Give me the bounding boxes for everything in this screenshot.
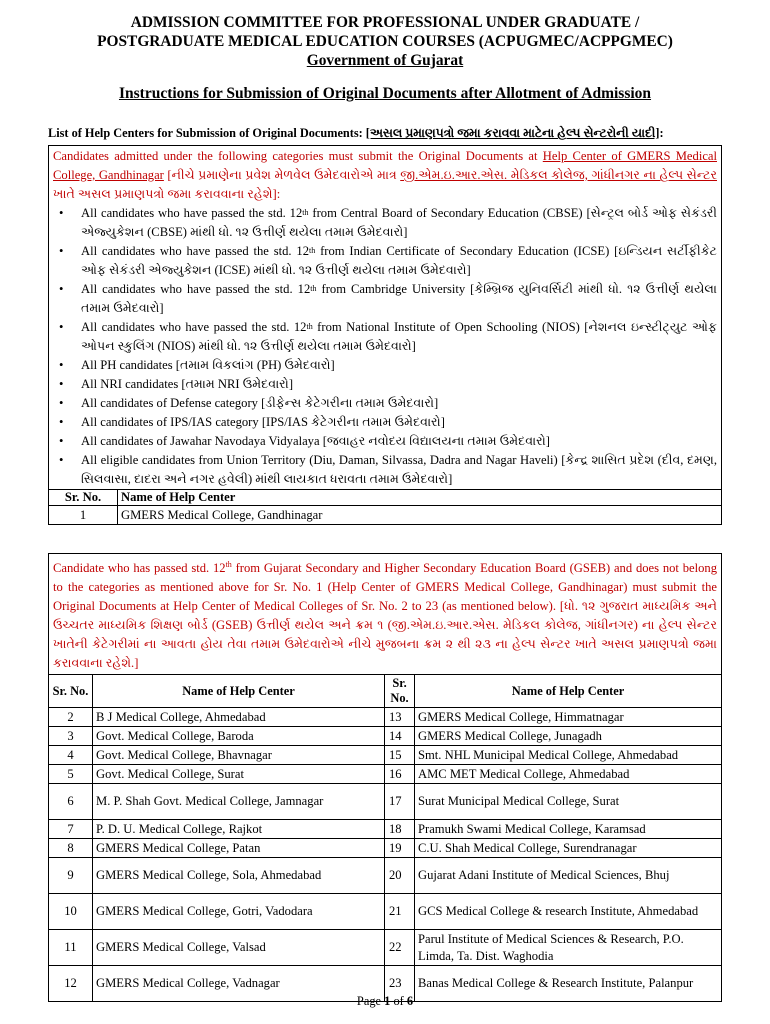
row-srno-right: 15 bbox=[385, 746, 415, 765]
row-name-left: GMERS Medical College, Vadnagar bbox=[93, 966, 385, 1002]
table-row bbox=[49, 708, 722, 727]
row-name-right: Parul Institute of Medical Sciences & Research, P.O. Limda, Ta. Dist. Waghodia bbox=[415, 930, 722, 966]
category-item-rest: from Central Board of Secondary Education (CBSE) [સેન્ટ્રલ બોર્ડ ઓફ સેકંડરી એજ્યુકેશન (CBSE) માંથી ધો. ૧૨ ઉત્તીર્ણ થયેલા તમામ ઉમેદવારો] bbox=[81, 206, 717, 239]
row-name-right: AMC MET Medical College, Ahmedabad bbox=[415, 765, 722, 784]
row-name-left: P. D. U. Medical College, Rajkot bbox=[93, 820, 385, 839]
row-srno-right: 18 bbox=[385, 820, 415, 839]
header-line-3: Government of Gujarat bbox=[306, 52, 464, 69]
row-srno-left: 11 bbox=[49, 930, 93, 966]
category-item-rest: from Indian Certificate of Secondary Education (ICSE) [ઇન્ડિયન સર્ટીફીકેટ ઓફ સેકંડરી એજ્યુકેશન (ICSE) માંથી ધો. ૧૨ ઉત્તીર્ણ થયેલા તમામ ઉમેદવારો] bbox=[81, 244, 717, 277]
row-name-left: M. P. Shah Govt. Medical College, Jamnagar bbox=[93, 784, 385, 820]
section-1-row-name: GMERS Medical College, Gandhinagar bbox=[118, 506, 722, 525]
section-1-col-srno: Sr. No. bbox=[49, 490, 118, 506]
footer-of-label: of bbox=[393, 994, 404, 1008]
row-srno-left: 4 bbox=[49, 746, 93, 765]
category-item bbox=[81, 375, 717, 394]
table-row bbox=[49, 784, 722, 820]
row-name-left: Govt. Medical College, Bhavnagar bbox=[93, 746, 385, 765]
list-title bbox=[48, 126, 664, 141]
table-row bbox=[49, 746, 722, 765]
row-srno-right: 17 bbox=[385, 784, 415, 820]
row-name-right: C.U. Shah Medical College, Surendranagar bbox=[415, 839, 722, 858]
category-item-sup: th bbox=[302, 208, 309, 217]
section-1-table bbox=[48, 145, 722, 525]
section-2-col-name-right: Name of Help Center bbox=[415, 675, 722, 708]
row-name-right: GMERS Medical College, Himmatnagar bbox=[415, 708, 722, 727]
table-row bbox=[49, 839, 722, 858]
footer-page-label: Page bbox=[356, 994, 382, 1008]
category-item-rest: from National Institute of Open Schooling (NIOS) [નેશનલ ઇન્સ્ટીટ્યુટ ઓફ ઓપન સ્કુલિંગ (NIOS) માંથી ધો. ૧૨ ઉત્તીર્ણ થયેલા તમામ ઉમેદવારો] bbox=[81, 320, 717, 353]
row-srno-right: 23 bbox=[385, 966, 415, 1002]
row-srno-right: 19 bbox=[385, 839, 415, 858]
section-1-intro-mid: [નીચે પ્રમાણેના પ્રવેશ મેળવેલ ઉમેદવારોએ માત્ર bbox=[163, 168, 401, 182]
table-row bbox=[49, 858, 722, 894]
category-item-text: All candidates who have passed the std. 12 bbox=[81, 320, 307, 334]
category-item-text: All candidates who have passed the std. 12 bbox=[81, 206, 303, 220]
row-name-left: GMERS Medical College, Valsad bbox=[93, 930, 385, 966]
section-2-intro-sup: th bbox=[225, 560, 232, 569]
table-row bbox=[49, 930, 722, 966]
category-item-rest: from Cambridge University [કેમ્બ્રિજ યુનિવર્સિટી માંથી ધો. ૧૨ ઉત્તીર્ણ થયેલા તમામ ઉમેદવારો] bbox=[81, 282, 717, 315]
row-srno-right: 16 bbox=[385, 765, 415, 784]
section-2-col-name-left: Name of Help Center bbox=[93, 675, 385, 708]
footer-page-total: 6 bbox=[406, 994, 414, 1008]
row-name-right: Smt. NHL Municipal Medical College, Ahmedabad bbox=[415, 746, 722, 765]
category-item bbox=[81, 413, 717, 432]
category-item-text: All candidates of Defense category [ડીફેન્સ કેટેગરીના તમામ ઉમેદવારો] bbox=[81, 396, 439, 410]
section-2-col-srno-right: Sr. No. bbox=[385, 675, 415, 708]
section-1-content bbox=[49, 146, 722, 490]
list-title-prefix: List of Help Centers for Submission of Original Documents: bbox=[48, 126, 366, 140]
page-footer bbox=[0, 994, 770, 1009]
section-1-row-srno: 1 bbox=[49, 506, 118, 525]
section-2-rows bbox=[49, 708, 722, 1002]
row-srno-right: 14 bbox=[385, 727, 415, 746]
category-item-text: All NRI candidates [તમામ NRI ઉમેદવારો] bbox=[81, 377, 294, 391]
section-2-intro-text: from Gujarat Secondary and Higher Secondary Education Board (GSEB) and does not belong to the categories as mentioned above for Sr. No. 1 (Help Center of GMERS Medical College, Gandhinagar) must submit the Original Documents at Help Center of Medical Colleges of Sr. No. 2 to 23 (as mentioned below). [ધો. ૧૨ ગુજરાત માધ્યમિક અને ઉચ્ચતર માધ્યમિક શિક્ષણ બોર્ડ (GSEB) ઉત્તીર્ણ થયેલ અને ક્રમ ૧ (જી.એમ.ઇ.આર.એસ. મેડિકલ કોલેજ, ગાંધીનગર) ના હેલ્પ સેન્ટર ખાતેની કેટેગરીમાં ના આવતા હોય તેવા તમામ ઉમેદવારોએ નીચે મુજબના ક્રમ ૨ થી ૨૩ ના હેલ્પ સેન્ટર ખાતે અસલ પ્રમાણપત્રો જમા કરાવવાના રહેશે.] bbox=[53, 561, 718, 671]
section-1-intro bbox=[53, 147, 717, 204]
category-item bbox=[81, 280, 717, 318]
row-srno-right: 22 bbox=[385, 930, 415, 966]
row-srno-left: 7 bbox=[49, 820, 93, 839]
row-name-right: GMERS Medical College, Junagadh bbox=[415, 727, 722, 746]
section-1-intro-prefix: Candidates admitted under the following categories must submit the Original Documents at bbox=[53, 149, 543, 163]
row-name-right: Gujarat Adani Institute of Medical Sciences, Bhuj bbox=[415, 858, 722, 894]
header-line-1: ADMISSION COMMITTEE FOR PROFESSIONAL UNDER GRADUATE / bbox=[130, 14, 640, 31]
row-name-left: Govt. Medical College, Baroda bbox=[93, 727, 385, 746]
document-header bbox=[0, 13, 770, 70]
row-srno-left: 12 bbox=[49, 966, 93, 1002]
category-item-text: All candidates who have passed the std. 12 bbox=[81, 244, 309, 258]
category-item-text: All eligible candidates from Union Territory (Diu, Daman, Silvassa, Dadra and Nagar Haveli) [કેન્દ્ર શાસિત પ્રદેશ (દીવ, દમણ, સિલવાસા, દાદરા અને નગર હવેલી) માંથી લાયકાત ધરાવતા તમામ ઉમેદવારો] bbox=[81, 453, 717, 486]
page-title: Instructions for Submission of Original Documents after Allotment of Admission bbox=[118, 85, 652, 102]
category-item-sup: th bbox=[306, 322, 313, 331]
row-srno-right: 13 bbox=[385, 708, 415, 727]
row-srno-left: 5 bbox=[49, 765, 93, 784]
category-item bbox=[81, 318, 717, 356]
row-name-left: GMERS Medical College, Sola, Ahmedabad bbox=[93, 858, 385, 894]
table-row bbox=[49, 727, 722, 746]
row-name-right: Banas Medical College & Research Institute, Palanpur bbox=[415, 966, 722, 1002]
row-name-right: Pramukh Swami Medical College, Karamsad bbox=[415, 820, 722, 839]
category-item-sup: th bbox=[310, 284, 317, 293]
category-item-text: All candidates of IPS/IAS category [IPS/IAS કેટેગરીના તમામ ઉમેદવારો] bbox=[81, 415, 445, 429]
row-srno-left: 6 bbox=[49, 784, 93, 820]
category-item bbox=[81, 204, 717, 242]
category-item-text: All candidates who have passed the std. 12 bbox=[81, 282, 311, 296]
category-item-text: All PH candidates [તમામ વિકલાંગ (PH) ઉમેદવારો] bbox=[81, 358, 335, 372]
section-1-intro-link: Help Center of GMERS Medical College, Gandhinagar bbox=[53, 149, 717, 182]
row-srno-left: 10 bbox=[49, 894, 93, 930]
row-name-left: GMERS Medical College, Patan bbox=[93, 839, 385, 858]
row-srno-left: 9 bbox=[49, 858, 93, 894]
row-name-left: Govt. Medical College, Surat bbox=[93, 765, 385, 784]
category-item bbox=[81, 451, 717, 489]
row-srno-right: 20 bbox=[385, 858, 415, 894]
table-row bbox=[49, 765, 722, 784]
section-1-col-name: Name of Help Center bbox=[118, 490, 722, 506]
row-name-right: GCS Medical College & research Institute, Ahmedabad bbox=[415, 894, 722, 930]
row-name-left: GMERS Medical College, Gotri, Vadodara bbox=[93, 894, 385, 930]
section-2-intro-pre: Candidate who has passed std. 12 bbox=[53, 561, 226, 576]
category-item bbox=[81, 242, 717, 280]
row-srno-left: 8 bbox=[49, 839, 93, 858]
table-row bbox=[49, 820, 722, 839]
category-item bbox=[81, 394, 717, 413]
section-2-table bbox=[48, 553, 722, 1002]
category-item bbox=[81, 432, 717, 451]
category-item-sup: th bbox=[309, 246, 316, 255]
header-line-2: POSTGRADUATE MEDICAL EDUCATION COURSES (ACPUGMEC/ACPPGMEC) bbox=[97, 33, 673, 50]
row-name-right: Surat Municipal Medical College, Surat bbox=[415, 784, 722, 820]
table-row bbox=[49, 894, 722, 930]
row-srno-left: 3 bbox=[49, 727, 93, 746]
section-1-intro-suffix: ખાતે અસલ પ્રમાણપત્રો જમા કરાવવાના રહેશે]: bbox=[53, 187, 281, 201]
list-title-suffix: : bbox=[659, 126, 664, 140]
section-2-col-srno-left: Sr. No. bbox=[49, 675, 93, 708]
row-name-left: B J Medical College, Ahmedabad bbox=[93, 708, 385, 727]
category-item bbox=[81, 356, 717, 375]
footer-page-number: 1 bbox=[384, 994, 391, 1008]
category-item-text: All candidates of Jawahar Navodaya Vidyalaya [જવાહર નવોદય વિદ્યાલયના તમામ ઉમેદવારો] bbox=[81, 434, 550, 448]
category-list bbox=[53, 204, 717, 489]
row-srno-right: 21 bbox=[385, 894, 415, 930]
row-srno-left: 2 bbox=[49, 708, 93, 727]
list-title-gujarati: [અસલ પ્રમાણપત્રો જમા કરાવવા માટેના હેલ્પ સેન્ટરોની યાદી] bbox=[365, 126, 660, 140]
section-1-intro-link-gujarati: જી.એમ.ઇ.આર.એસ. મેડિકલ કોલેજ, ગાંધીનગર ના હેલ્પ સેન્ટર bbox=[400, 168, 717, 182]
section-2-intro bbox=[49, 554, 722, 675]
